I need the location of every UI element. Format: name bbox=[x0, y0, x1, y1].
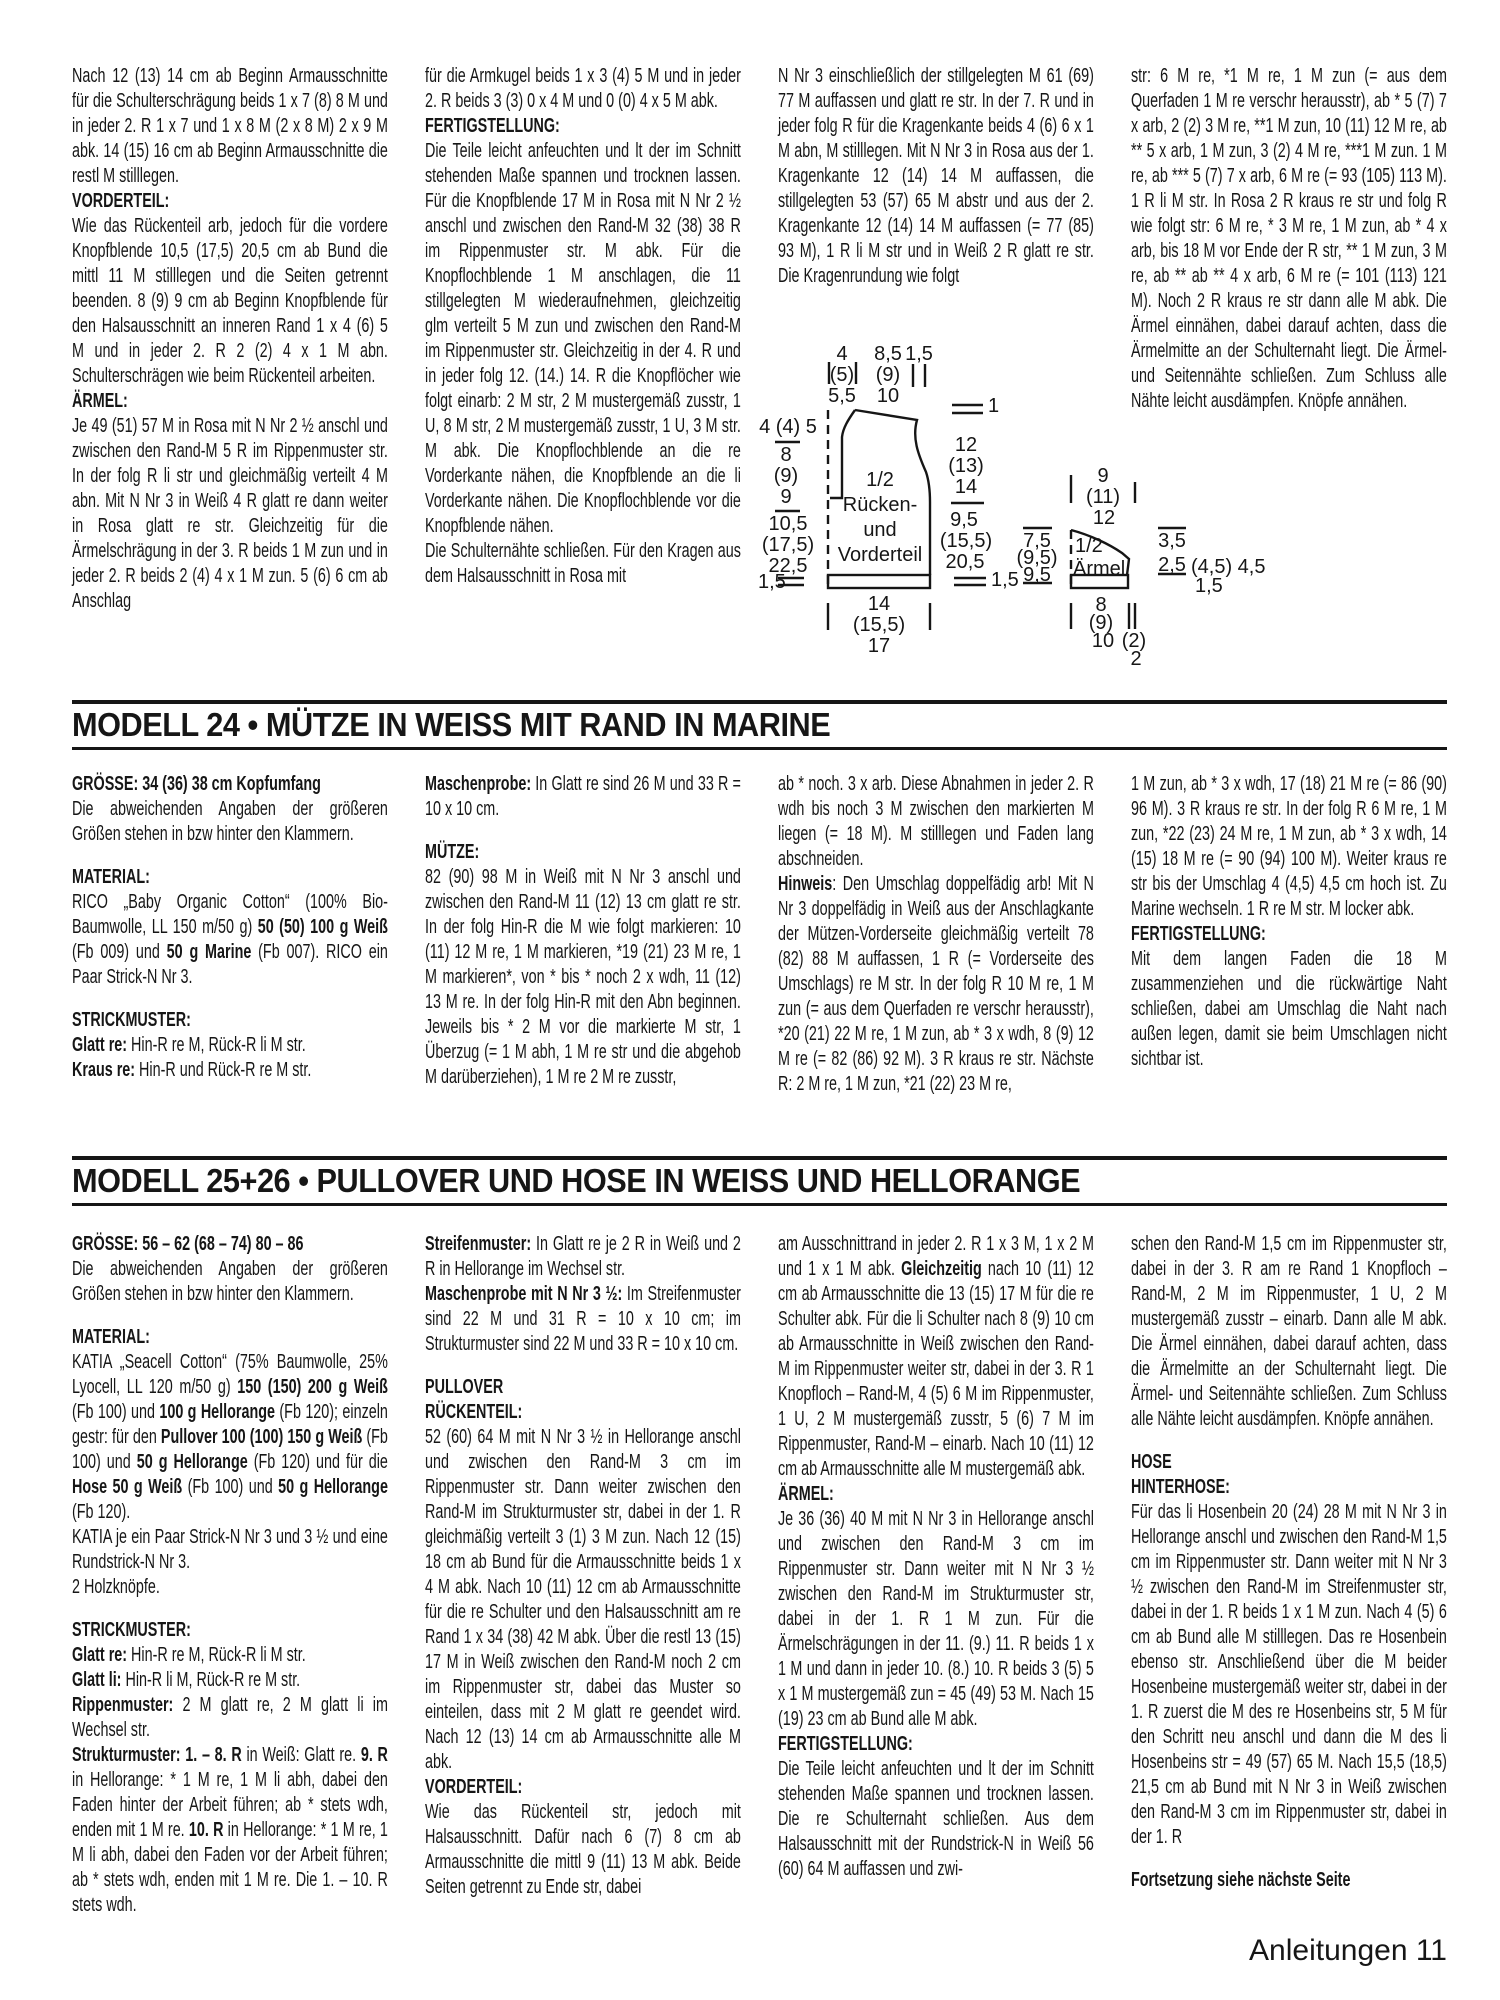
diagram-piece-label: Rücken- bbox=[842, 494, 918, 516]
diagram-measurement: (9) bbox=[1088, 612, 1114, 634]
text-block: ab * noch. 3 x arb. Diese Abnahmen in jeder 2. R wdh bis noch 3 M zwischen den markierten M liegen (= 18 M). M stilllegen und Faden lang abschneiden. bbox=[778, 773, 1094, 870]
text-block: VORDERTEIL: bbox=[425, 1776, 523, 1798]
text-block: Je 49 (51) 57 M in Rosa mit N Nr 2 ½ anschl und zwischen den Rand-M 5 R im Rippenmuster str. In der folg R li str und gleichmäßig verteilt 4 M abn. Mit N Nr 3 in Weiß 4 R glatt re dann weiter in Rosa glatt re str. Gleichzeitig für die Ärmelschrägung in der 3. R beids 1 M zun und in jeder 2. R beids 2 (4) 4 x 1 M zun. 5 (6) 6 cm ab Anschlag bbox=[72, 415, 388, 612]
text-block: PULLOVER bbox=[425, 1376, 504, 1398]
diagram-measurement: 2 bbox=[1130, 648, 1142, 670]
diagram-measurement: 9,5 bbox=[1023, 564, 1051, 586]
diagram-measurement: 9 bbox=[780, 486, 792, 508]
text-column bbox=[425, 1232, 741, 1900]
diagram-measurement: 1,5 bbox=[758, 571, 786, 593]
text-block: 2 Holzknöpfe. bbox=[72, 1576, 160, 1598]
text-block: FERTIGSTELLUNG: bbox=[425, 115, 560, 137]
text-block: KATIA „Seacell Cotton“ (75% Baumwolle, 25% Lyocell, LL 120 m/50 g) 150 (150) 200 g Weiß (Fb 100) und 100 g Hellorange (Fb 120); einzeln gestr: für den Pullover 100 (100) 150 g Weiß (Fb 100) und 50 g Hellorange (Fb 120) und für die Hose 50 g Weiß (Fb 100) und 50 g Hellorange (Fb 120). bbox=[72, 1351, 388, 1523]
text-column bbox=[72, 772, 388, 1083]
text-block: Nach 12 (13) 14 cm ab Beginn Armausschnitte für die Schulterschrägung beids 1 x 7 (8) 8 M und in jeder 2. R 1 x 7 und 1 x 8 M (2 x 8 M) 2 x 9 M abk. 14 (15) 16 cm ab Beginn Armausschnitte die restl M stilllegen. bbox=[72, 65, 388, 187]
diagram-measurement: 9 bbox=[1097, 465, 1109, 487]
diagram-piece-label: 1/2 bbox=[1075, 535, 1103, 557]
text-block: HOSE bbox=[1131, 1451, 1172, 1473]
text-block: 52 (60) 64 M mit N Nr 3 ½ in Hellorange anschl und zwischen den Rand-M 3 cm im Rippenmuster str. Dann weiter zwischen den Rand-M im Strukturmuster str, dabei in der 1. R gleichmäßig verteilt 3 (1) 3 M zun. Nach 12 (15) 18 cm ab Bund für die Armausschnitte beids 1 x 4 M abk. Nach 10 (11) 12 cm ab Armausschnitte für die re Schulter und den Halsausschnitt am re Rand 1 x 34 (38) 42 M abk. Über die restl 13 (15) 17 M in Weiß zwischen den Rand-M noch 2 cm im Rippenmuster str, dabei das Muster so einteilen, dass mit 2 M glatt re geendet wird. Nach 12 (13) 14 cm ab Armausschnitte alle M abk. bbox=[425, 1426, 741, 1773]
text-block: FERTIGSTELLUNG: bbox=[778, 1733, 913, 1755]
section-divider bbox=[72, 1156, 1447, 1160]
section-modell-24 bbox=[72, 772, 1447, 1154]
text-block: ÄRMEL: bbox=[778, 1483, 834, 1505]
diagram-piece-label: Ärmel bbox=[1073, 558, 1126, 580]
diagram-measurement: (4,5) 4,5 bbox=[1191, 556, 1266, 578]
text-block: MATERIAL: bbox=[72, 866, 150, 888]
diagram-measurement: (13) bbox=[948, 455, 984, 477]
text-column bbox=[1131, 772, 1447, 1072]
text-column bbox=[425, 772, 741, 1090]
diagram-measurement: (15,5) bbox=[939, 530, 993, 552]
text-block: Mit dem langen Faden die 18 M zusammenziehen und die rückwärtige Naht schließen, dabei am Umschlag die Naht nach außen legen, damit sie beim Umschlagen nicht sichtbar ist. bbox=[1131, 948, 1447, 1070]
text-column bbox=[72, 1232, 388, 1918]
diagram-measurement: 8 bbox=[1095, 594, 1107, 616]
text-column bbox=[778, 64, 1094, 289]
text-block: ÄRMEL: bbox=[72, 390, 128, 412]
diagram-measurement: 12 bbox=[954, 434, 978, 456]
diagram-piece-label: und bbox=[863, 519, 897, 541]
text-block: Glatt li: Hin-R li M, Rück-R re M str. bbox=[72, 1669, 301, 1691]
text-block: schen den Rand-M 1,5 cm im Rippenmuster str, dabei in der 3. R am re Rand 1 Knopfloch – Rand-M, 2 M im Rippenmuster, 1 U, 2 M mustergemäß zusstr – einarb. Dann alle M abk. Die Ärmel einnähen, dabei darauf achten, dass die Ärmelmitte an der Schulternaht liegt. Die Ärmel- und Seitennähte schließen. Zum Schluss alle Nähte leicht ausdämpfen. Knöpfe annähen. bbox=[1131, 1233, 1447, 1430]
diagram-measurement: 5,5 bbox=[828, 385, 856, 407]
text-block: Glatt re: Hin-R re M, Rück-R li M str. bbox=[72, 1034, 306, 1056]
text-block: VORDERTEIL: bbox=[72, 190, 170, 212]
diagram-measurement: 9,5 bbox=[950, 509, 978, 531]
text-block: Wie das Rückenteil str, jedoch mit Halsausschnitt. Dafür nach 6 (7) 8 cm ab Armausschnitte die mittl 9 (11) 13 M abk. Beide Seiten getrennt zu Ende str, dabei bbox=[425, 1801, 741, 1898]
text-block: Die Teile leicht anfeuchten und lt der im Schnitt stehenden Maße spannen und trocknen lassen. Die re Schulternaht schließen. Aus dem Halsausschnitt mit der Rundstrick-N in Weiß 56 (60) 64 M auffassen und zwi- bbox=[778, 1758, 1094, 1880]
text-block: Strukturmuster: 1. – 8. R in Weiß: Glatt re. 9. R in Hellorange: * 1 M re, 1 M li abh, dabei den Faden hinter der Arbeit führen; ab * stets wdh, enden mit 1 M re. 10. R in Hellorange: * 1 M re, 1 M li abh, dabei den Faden vor der Arbeit führen; ab * stets wdh, enden mit 1 M re. Die 1. – 10. R stets wdh. bbox=[72, 1744, 388, 1916]
text-block: für die Armkugel beids 1 x 3 (4) 5 M und in jeder 2. R beids 3 (3) 0 x 4 M und 0 (0) 4 x 5 M abk. bbox=[425, 65, 741, 112]
text-block: Maschenprobe: In Glatt re sind 26 M und 33 R = 10 x 10 cm. bbox=[425, 773, 741, 820]
section-header: MODELL 25+26 • PULLOVER UND HOSE IN WEISS UND HELLORANGE bbox=[72, 1162, 1081, 1199]
diagram-measurement: 8 bbox=[780, 444, 792, 466]
diagram-measurement: 1,5 bbox=[1195, 575, 1223, 597]
text-block: Je 36 (36) 40 M mit N Nr 3 in Hellorange anschl und zwischen den Rand-M 3 cm im Rippenmuster str. Dann weiter mit N Nr 3 ½ zwischen den Rand-M im Strukturmuster str, dabei in der 1. R 1 M zun. Für die Ärmelschrägungen in der 11. (9.) 11. R beids 1 x 1 M und dann in jeder 10. (8.) 10. R beids 3 (5) 5 x 1 M mustergemäß zun = 45 (49) 53 M. Nach 15 (19) 23 cm ab Bund alle M abk. bbox=[778, 1508, 1094, 1730]
text-block: 1 M zun, ab * 3 x wdh, 17 (18) 21 M re (= 86 (90) 96 M). 3 R kraus re str. In der folg R 6 M re, 1 M zun, *22 (23) 24 M re, 1 M zun, ab * 3 x wdh, 14 (15) 18 M re (= 90 (94) 100 M). Weiter kraus re str bis der Umschlag 4 (4,5) 4,5 cm hoch ist. Zu Marine wechseln. 1 R re M str. M locker abk. bbox=[1131, 773, 1447, 920]
text-block: Fortsetzung siehe nächste Seite bbox=[1131, 1869, 1351, 1891]
text-block: am Ausschnittrand in jeder 2. R 1 x 3 M, 1 x 2 M und 1 x 1 M abk. Gleichzeitig nach 10 (11) 12 cm ab Armausschnitte die 13 (15) 17 M für die re Schulter abk. Für die li Schulter nach 8 (9) 10 cm ab Armausschnitte in Weiß zwischen den Rand-M im Rippenmuster weiter str, dabei in der 3. R 1 Knopfloch – Rand-M, 4 (5) 6 M im Rippenmuster, 1 U, 2 M mustergemäß zusstr, 5 (6) 7 M im Rippenmuster, Rand-M – einarb. Nach 10 (11) 12 cm ab Armausschnitte alle M mustergemäß abk. bbox=[778, 1233, 1094, 1480]
diagram-measurement: 7,5 bbox=[1023, 530, 1051, 552]
text-block: STRICKMUSTER: bbox=[72, 1619, 191, 1641]
text-block: Die Schulternähte schließen. Für den Kragen aus dem Halsausschnitt in Rosa mit bbox=[425, 540, 741, 587]
text-block: 82 (90) 98 M in Weiß mit N Nr 3 anschl und zwischen den Rand-M 11 (12) 13 cm glatt re str. In der folg Hin-R die M wie folgt markieren: 10 (11) 12 M re, 1 M markieren, *19 (21) 23 M re, 1 M markieren*, von * bis * noch 2 x wdh, 11 (12) 13 M re. In der folg Hin-R mit den Abn beginnen. Jeweils bis * 2 M vor die markierte M str, 1 Überzug (= 1 M abh, 1 M re str und die abgehob M darüberziehen), 1 M re 2 M re zusstr, bbox=[425, 866, 741, 1088]
text-block: RÜCKENTEIL: bbox=[425, 1401, 523, 1423]
text-block: Wie das Rückenteil arb, jedoch für die vordere Knopfblende 10,5 (17,5) 20,5 cm ab Bund die mittl 11 M stilllegen und die Seiten getrennt beenden. 8 (9) 9 cm ab Beginn Knopfblende für den Halsausschnitt an inneren Rand 1 x 4 (6) 5 M und in jeder 2. R 2 (2) 4 x 1 M abn. Schulterschrägen wie beim Rückenteil arbeiten. bbox=[72, 215, 388, 387]
text-block: MÜTZE: bbox=[425, 841, 480, 863]
diagram-measurement: 17 bbox=[867, 635, 891, 657]
text-column bbox=[778, 772, 1094, 1097]
diagram-measurement: 14 bbox=[954, 476, 978, 498]
diagram-measurement: 1,5 bbox=[905, 343, 933, 365]
diagram-measurement: (9) bbox=[875, 364, 901, 386]
text-block: RICO „Baby Organic Cotton“ (100% Bio-Baumwolle, LL 150 m/50 g) 50 (50) 100 g Weiß (Fb 009) und 50 g Marine (Fb 007). RICO ein Paar Strick-N Nr 3. bbox=[72, 891, 388, 988]
text-block: Streifenmuster: In Glatt re je 2 R in Weiß und 2 R in Hellorange im Wechsel str. bbox=[425, 1233, 741, 1280]
text-block: Für das li Hosenbein 20 (24) 28 M mit N Nr 3 in Hellorange anschl und zwischen den Rand-M 1,5 cm im Rippenmuster str. Dann weiter mit N Nr 3 ½ zwischen den Rand-M im Streifenmuster str, dabei in der 1. R beids 1 x 1 M zun. Nach 4 (5) 6 cm ab Bund alle M stilllegen. Das re Hosenbein ebenso str. Anschließend über die M beider Hosenbeine mustergemäß weiter str, dabei in der 1. R zuerst die M des re Hosenbeins str, 5 M für den Schritt neu anschl und dann die M des li Hosenbeins str = 49 (57) 65 M. Nach 15,5 (18,5) 21,5 cm ab Bund mit N Nr 3 in Weiß zwischen den Rand-M 3 cm im Rippenmuster str, dabei in der 1. R bbox=[1131, 1501, 1447, 1848]
text-block: N Nr 3 einschließlich der stillgelegten M 61 (69) 77 M auffassen und glatt re str. In der 7. R und in jeder folg R für die Kragenkante beids 4 (6) 6 x 1 M abn, M stilllegen. Mit N Nr 3 in Rosa aus der 1. Kragenkante 12 (14) 14 M auffassen, die stillgelegten 53 (57) 65 M abstr und aus der 2. Kragenkante 12 (14) 14 M auffassen (= 77 (85) 93 M), 1 R li M str und in Weiß 2 R glatt re str. Die Kragenrundung wie folgt bbox=[778, 65, 1094, 287]
diagram-measurement: (11) bbox=[1085, 486, 1121, 508]
diagram-measurement: 10 bbox=[1091, 630, 1115, 652]
diagram-measurement: 10 bbox=[876, 385, 900, 407]
diagram-measurement: (9) bbox=[773, 465, 799, 487]
text-block: str: 6 M re, *1 M re, 1 M zun (= aus dem Querfaden 1 M re verschr herausstr), ab * 5 (7) 7 x arb, 2 (2) 3 M re, **1 M zun, 10 (11) 12 M re, ab ** 5 x arb, 1 M zun, 3 (2) 4 M re, ***1 M zun. 1 M re, ab *** 5 (7) 7 x arb, 6 M re (= 93 (105) 113 M). 1 R li M str. In Rosa 2 R kraus re str und folg R wie folgt str: 6 M re, * 3 M re, 1 M zun, ab * 4 x arb, bis 18 M vor Ende der R str, ** 1 M zun, 3 M re, ab ** ab ** 4 x arb, 6 M re (= 101 (113) 121 M). Noch 2 R kraus re str dann alle M abk. Die Ärmel einnähen, dabei darauf achten, dass die Ärmelmitte an der Schulternaht liegt. Die Ärmel- und Seitennähte schließen. Zum Schluss alle Nähte leicht ausdämpfen. Knöpfe annähen. bbox=[1131, 65, 1447, 412]
text-column bbox=[1131, 1232, 1447, 1893]
diagram-measurement: 10,5 bbox=[768, 513, 808, 535]
text-block: Die Teile leicht anfeuchten und lt der im Schnitt stehenden Maße spannen und trocknen lassen. Für die Knopfblende 17 M in Rosa mit N Nr 2 ½ anschl und zwischen den Rand-M 32 (38) 38 R im Rippenmuster str. M abk. Für die Knopflochblende 1 M anschlagen, die 11 stillgelegten M wiederaufnehmen, gleichzeitig glm verteilt 5 M zun und zwischen den Rand-M im Rippenmuster str. Gleichzeitig in der 4. R und in jeder folg 12. (14.) 14. R die Knopflöcher wie folgt einarb: 2 M str, 2 M mustergemäß zusstr, 1 U, 8 M str, 2 M mustergemäß zusstr, 1 U, 3 M str. M abk. Die Knopflochblende an die re Vorderkante nähen, die Knopfblende an die li Vorderkante nähen. Die Knopflochblende vor die Knopfblende nähen. bbox=[425, 140, 741, 537]
text-block: STRICKMUSTER: bbox=[72, 1009, 191, 1031]
section-divider bbox=[72, 747, 1447, 750]
diagram-measurement: 4 (4) 5 bbox=[759, 416, 817, 438]
section-modell-25-26 bbox=[72, 1232, 1447, 1992]
text-block: KATIA je ein Paar Strick-N Nr 3 und 3 ½ und eine Rundstrick-N Nr 3. bbox=[72, 1526, 388, 1573]
diagram-measurement: 12 bbox=[1092, 507, 1116, 529]
diagram-measurement: (9,5) bbox=[1016, 547, 1058, 569]
text-block: MATERIAL: bbox=[72, 1326, 150, 1348]
section-divider bbox=[72, 700, 1447, 704]
diagram-measurement: 14 bbox=[867, 593, 891, 615]
section-header: MODELL 24 • MÜTZE IN WEISS MIT RAND IN MARINE bbox=[72, 706, 831, 743]
section-divider bbox=[72, 1203, 1447, 1206]
text-block: Maschenprobe mit N Nr 3 ½: Im Streifenmuster sind 22 M und 31 R = 10 x 10 cm; im Strukturmuster sind 22 M und 33 R = 10 x 10 cm. bbox=[425, 1283, 741, 1355]
text-block: GRÖSSE: 56 – 62 (68 – 74) 80 – 86 bbox=[72, 1233, 304, 1255]
diagram-measurement: 20,5 bbox=[945, 551, 985, 573]
diagram-piece-label: 1/2 bbox=[866, 469, 894, 491]
text-block: Rippenmuster: 2 M glatt re, 2 M glatt li im Wechsel str. bbox=[72, 1694, 388, 1741]
text-block: FERTIGSTELLUNG: bbox=[1131, 923, 1266, 945]
text-column bbox=[425, 64, 741, 589]
text-block: Die abweichenden Angaben der größeren Größen stehen in bzw hinter den Klammern. bbox=[72, 1258, 388, 1305]
text-block: GRÖSSE: 34 (36) 38 cm Kopfumfang bbox=[72, 773, 321, 795]
text-block: HINTERHOSE: bbox=[1131, 1476, 1230, 1498]
text-block: Die abweichenden Angaben der größeren Größen stehen in bzw hinter den Klammern. bbox=[72, 798, 388, 845]
diagram-measurement: (17,5) bbox=[761, 534, 815, 556]
diagram-measurement: 4 bbox=[836, 343, 848, 365]
schematic-diagram bbox=[758, 332, 1266, 704]
diagram-measurement: 22,5 bbox=[768, 555, 808, 577]
diagram-piece-label: Vorderteil bbox=[837, 544, 923, 566]
text-column bbox=[778, 1232, 1094, 1882]
diagram-measurement: 1 bbox=[988, 395, 1000, 417]
text-block: Hinweis: Den Umschlag doppelfädig arb! Mit N Nr 3 doppelfädig in Weiß aus der Anschlagkante der Mützen-Vorderseite gleichmäßig verteilt 78 (82) 88 M auffassen, 1 R (= Vorderseite des Umschlags) re M str. In der folg R 10 M re, 1 M zun (= aus dem Querfaden re verschr herausstr), *20 (21) 22 M re, 1 M zun, ab * 3 x wdh, 8 (9) 12 M re (= 82 (86) 92 M). 3 R kraus re str. Nächste R: 2 M re, 1 M zun, *21 (22) 23 M re, bbox=[778, 873, 1094, 1095]
diagram-measurement: (5) bbox=[829, 364, 855, 386]
text-column bbox=[72, 64, 388, 614]
diagram-measurement: 2,5 bbox=[1158, 554, 1186, 576]
diagram-measurement: (2) bbox=[1121, 630, 1147, 652]
diagram-measurement: 1,5 bbox=[991, 569, 1019, 591]
diagram-measurement: 3,5 bbox=[1158, 530, 1186, 552]
text-block: Kraus re: Hin-R und Rück-R re M str. bbox=[72, 1059, 312, 1081]
diagram-measurement: 8,5 bbox=[874, 343, 902, 365]
diagram-measurement: (15,5) bbox=[852, 614, 906, 636]
text-block: Glatt re: Hin-R re M, Rück-R li M str. bbox=[72, 1644, 306, 1666]
page-number: Anleitungen 11 bbox=[1249, 1934, 1447, 1967]
